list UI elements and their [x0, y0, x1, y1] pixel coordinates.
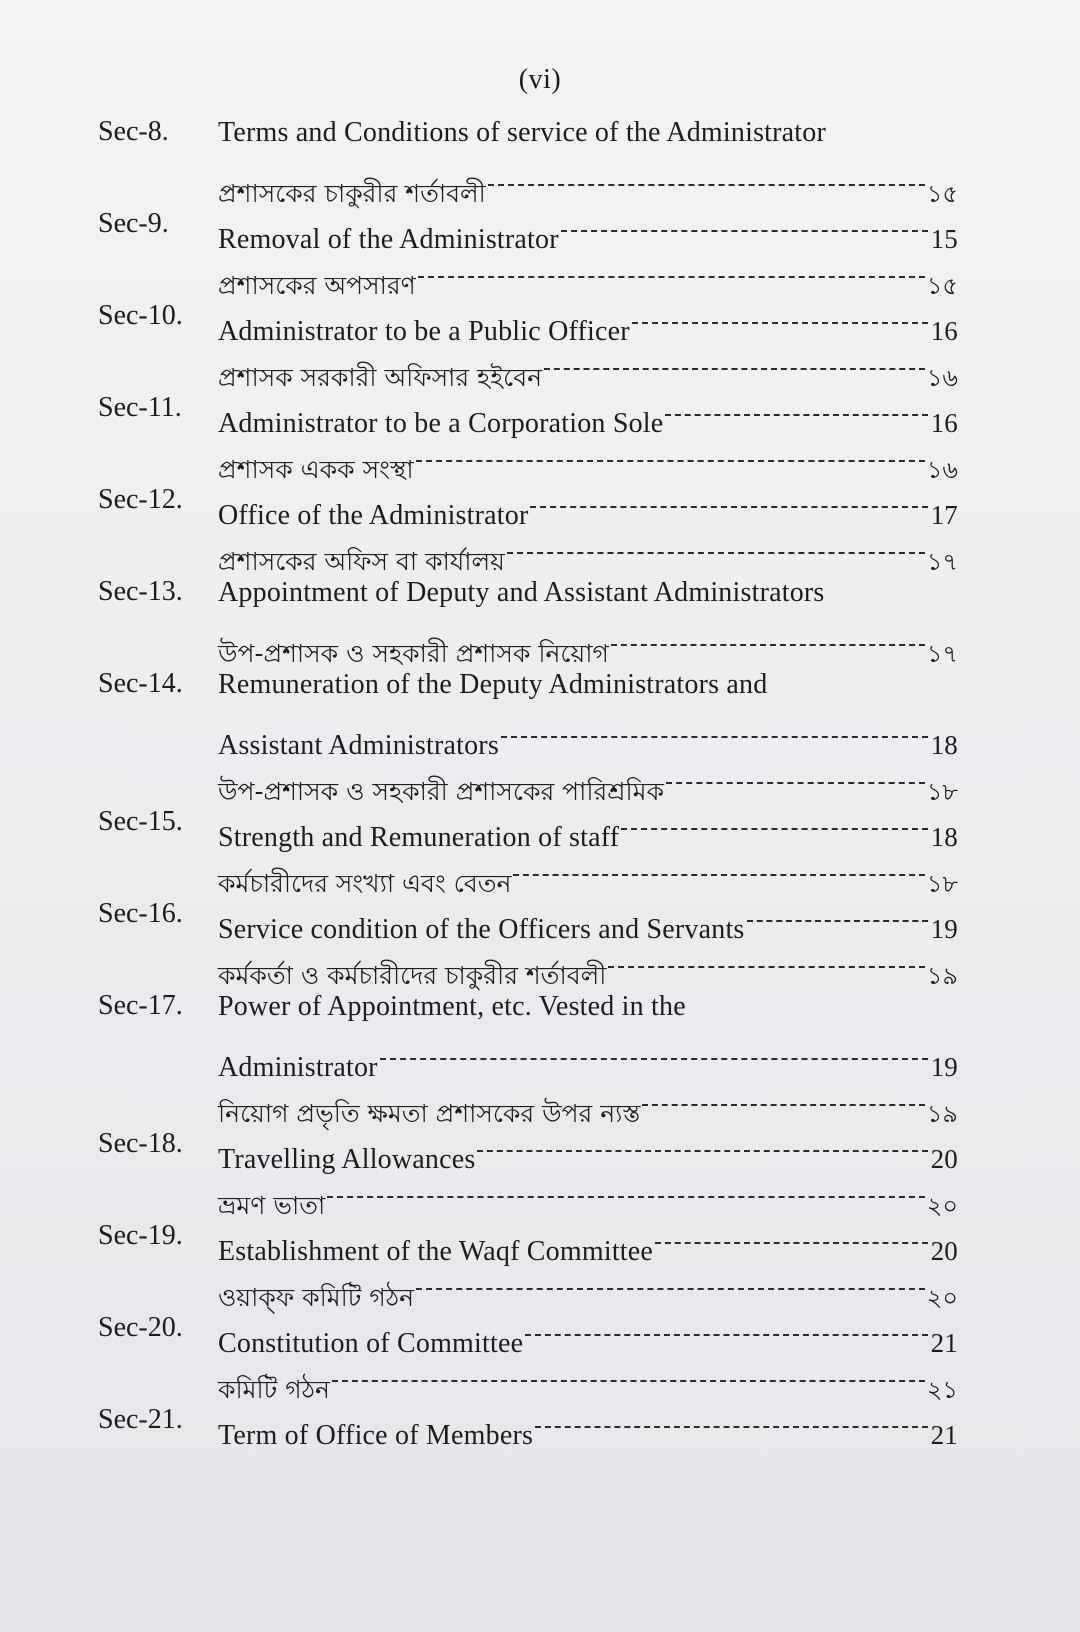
entry-page-number: ১৭	[926, 640, 958, 668]
entry-title-english	[218, 1030, 958, 1083]
dash-leader	[513, 846, 924, 892]
dash-leader	[611, 616, 925, 662]
dash-leader	[488, 156, 925, 202]
dash-leader	[665, 386, 928, 432]
toc-entry	[98, 570, 958, 668]
dash-leader	[544, 340, 925, 386]
entry-text: ভ্রমণ ভাতা	[218, 1191, 326, 1220]
entry-text: Administrator	[218, 1052, 378, 1083]
entry-page-number: ২১	[926, 1376, 958, 1404]
entry-page-number: ১৬	[926, 456, 958, 484]
toc-entry	[98, 1306, 958, 1404]
dash-leader	[666, 754, 925, 800]
entry-page-number: ২০	[926, 1192, 958, 1220]
entry-title-english	[218, 1122, 958, 1175]
dash-leader	[507, 524, 925, 570]
entry-page-number: ১৫	[926, 180, 958, 208]
dash-leader	[416, 1260, 925, 1306]
entry-title-english	[218, 1306, 958, 1359]
entry-title-bengali	[218, 156, 958, 208]
entry-page-number: 18	[930, 822, 958, 852]
toc-entry	[98, 800, 958, 898]
entry-text: প্রশাসকের অপসারণ	[218, 271, 416, 300]
toc-entry	[98, 110, 958, 208]
entry-text: Constitution of Committee	[218, 1328, 524, 1359]
dash-leader	[418, 248, 925, 294]
entry-text: Remuneration of the Deputy Administrators and	[218, 669, 768, 700]
entry-text: উপ-প্রশাসক ও সহকারী প্রশাসক নিয়োগ	[218, 639, 609, 668]
entry-text: প্রশাসকের চাকুরীর শর্তাবলী	[218, 179, 486, 208]
entry-text: Power of Appointment, etc. Vested in the	[218, 991, 686, 1022]
entry-page-number: ১৫	[926, 272, 958, 300]
entry-page-number: ১৮	[926, 870, 958, 898]
dash-leader	[608, 938, 924, 984]
entry-page-number: 20	[930, 1144, 958, 1174]
dash-leader	[632, 294, 928, 340]
section-number: Sec-9.	[98, 208, 169, 239]
toc-entry	[98, 1398, 958, 1451]
entry-text: প্রশাসক সরকারী অফিসার হইবেন	[218, 363, 543, 392]
toc-entry	[98, 984, 958, 1128]
entry-page-number: 15	[930, 224, 958, 254]
entry-title-english	[218, 386, 958, 439]
entry-text: Assistant Administrators	[218, 730, 499, 761]
entry-text: Administrator to be a Public Officer	[218, 316, 630, 347]
entry-title-english	[218, 708, 958, 761]
entry-text: Service condition of the Officers and Servants	[218, 914, 745, 945]
entry-page-number: ১৬	[926, 364, 958, 392]
section-number: Sec-10.	[98, 300, 183, 331]
toc-entry	[98, 892, 958, 990]
entry-text: প্রশাসক একক সংস্থা	[218, 455, 414, 484]
entry-title-english	[218, 202, 958, 255]
entry-title-english	[218, 662, 958, 708]
toc-entry	[98, 478, 958, 576]
dash-leader	[621, 800, 928, 846]
toc-entry	[98, 1214, 958, 1312]
section-number: Sec-12.	[98, 484, 183, 515]
dash-leader	[477, 1122, 928, 1168]
entry-text: Terms and Conditions of service of the Administrator	[218, 117, 826, 148]
section-number: Sec-16.	[98, 898, 183, 929]
entry-title-bengali	[218, 616, 958, 668]
dash-leader	[332, 1352, 925, 1398]
entry-page-number: ১৯	[926, 962, 958, 990]
section-number: Sec-18.	[98, 1128, 183, 1159]
dash-leader	[501, 708, 928, 754]
dash-leader	[525, 1306, 928, 1352]
page-number: (vi)	[518, 64, 562, 95]
entry-text: প্রশাসকের অফিস বা কার্যালয়	[218, 547, 505, 576]
entry-text: Term of Office of Members	[218, 1420, 534, 1451]
entry-text: Establishment of the Waqf Committee	[218, 1236, 654, 1267]
entry-text: কর্মকর্তা ও কর্মচারীদের চাকুরীর শর্তাবলী	[218, 961, 607, 990]
entry-text: ওয়াক্‌ফ কমিটি গঠন	[218, 1283, 414, 1312]
entry-text: Removal of the Administrator	[218, 224, 559, 255]
entry-page-number: 18	[930, 730, 958, 760]
entry-page-number: ১৭	[926, 548, 958, 576]
dash-leader	[380, 1030, 928, 1076]
section-number: Sec-14.	[98, 668, 183, 699]
section-number: Sec-20.	[98, 1312, 183, 1343]
entry-text: কমিটি গঠন	[218, 1375, 330, 1404]
section-number: Sec-11.	[98, 392, 182, 423]
entry-page-number: 19	[930, 914, 958, 944]
entry-page-number: 16	[930, 408, 958, 438]
entry-page-number: 16	[930, 316, 958, 346]
entry-title-english	[218, 478, 958, 531]
entry-title-english	[218, 1214, 958, 1267]
entry-text: Administrator to be a Corporation Sole	[218, 408, 664, 439]
dash-leader	[535, 1398, 928, 1444]
entry-title-english	[218, 892, 958, 945]
entry-text: Appointment of Deputy and Assistant Administrators	[218, 577, 825, 608]
entry-page-number: 17	[930, 500, 958, 530]
dash-leader	[655, 1214, 928, 1260]
dash-leader	[561, 202, 928, 248]
entry-title-english	[218, 570, 958, 616]
entry-page-number: 20	[930, 1236, 958, 1266]
dash-leader	[530, 478, 928, 524]
section-number: Sec-8.	[98, 116, 169, 147]
entry-page-number: 21	[930, 1420, 958, 1450]
section-number: Sec-19.	[98, 1220, 183, 1251]
entry-page-number: 21	[930, 1328, 958, 1358]
entry-title-english	[218, 1398, 958, 1451]
toc-entry	[98, 1122, 958, 1220]
table-of-contents	[98, 110, 958, 1451]
dash-leader	[642, 1076, 924, 1122]
entry-text: Office of the Administrator	[218, 500, 529, 531]
entry-page-number: 19	[930, 1052, 958, 1082]
toc-entry	[98, 202, 958, 300]
toc-entry	[98, 662, 958, 806]
entry-title-english	[218, 294, 958, 347]
entry-text: Strength and Remuneration of staff	[218, 822, 620, 853]
entry-page-number: ২০	[926, 1284, 958, 1312]
entry-text: উপ-প্রশাসক ও সহকারী প্রশাসকের পারিশ্রমিক	[218, 777, 664, 806]
section-number: Sec-21.	[98, 1404, 183, 1435]
entry-title-english	[218, 800, 958, 853]
section-number: Sec-17.	[98, 990, 183, 1021]
entry-page-number: ১৮	[926, 778, 958, 806]
dash-leader	[327, 1168, 925, 1214]
dash-leader	[416, 432, 925, 478]
entry-title-english	[218, 110, 958, 156]
toc-entry	[98, 386, 958, 484]
toc-entry	[98, 294, 958, 392]
dash-leader	[747, 892, 928, 938]
entry-page-number: ১৯	[926, 1100, 958, 1128]
entry-text: কর্মচারীদের সংখ্যা এবং বেতন	[218, 869, 512, 898]
entry-title-english	[218, 984, 958, 1030]
section-number: Sec-13.	[98, 576, 183, 607]
entry-text: নিয়োগ প্রভৃতি ক্ষমতা প্রশাসকের উপর ন্যস্ত	[218, 1099, 641, 1128]
entry-text: Travelling Allowances	[218, 1144, 476, 1175]
entry-title-bengali	[218, 1168, 958, 1220]
section-number: Sec-15.	[98, 806, 183, 837]
